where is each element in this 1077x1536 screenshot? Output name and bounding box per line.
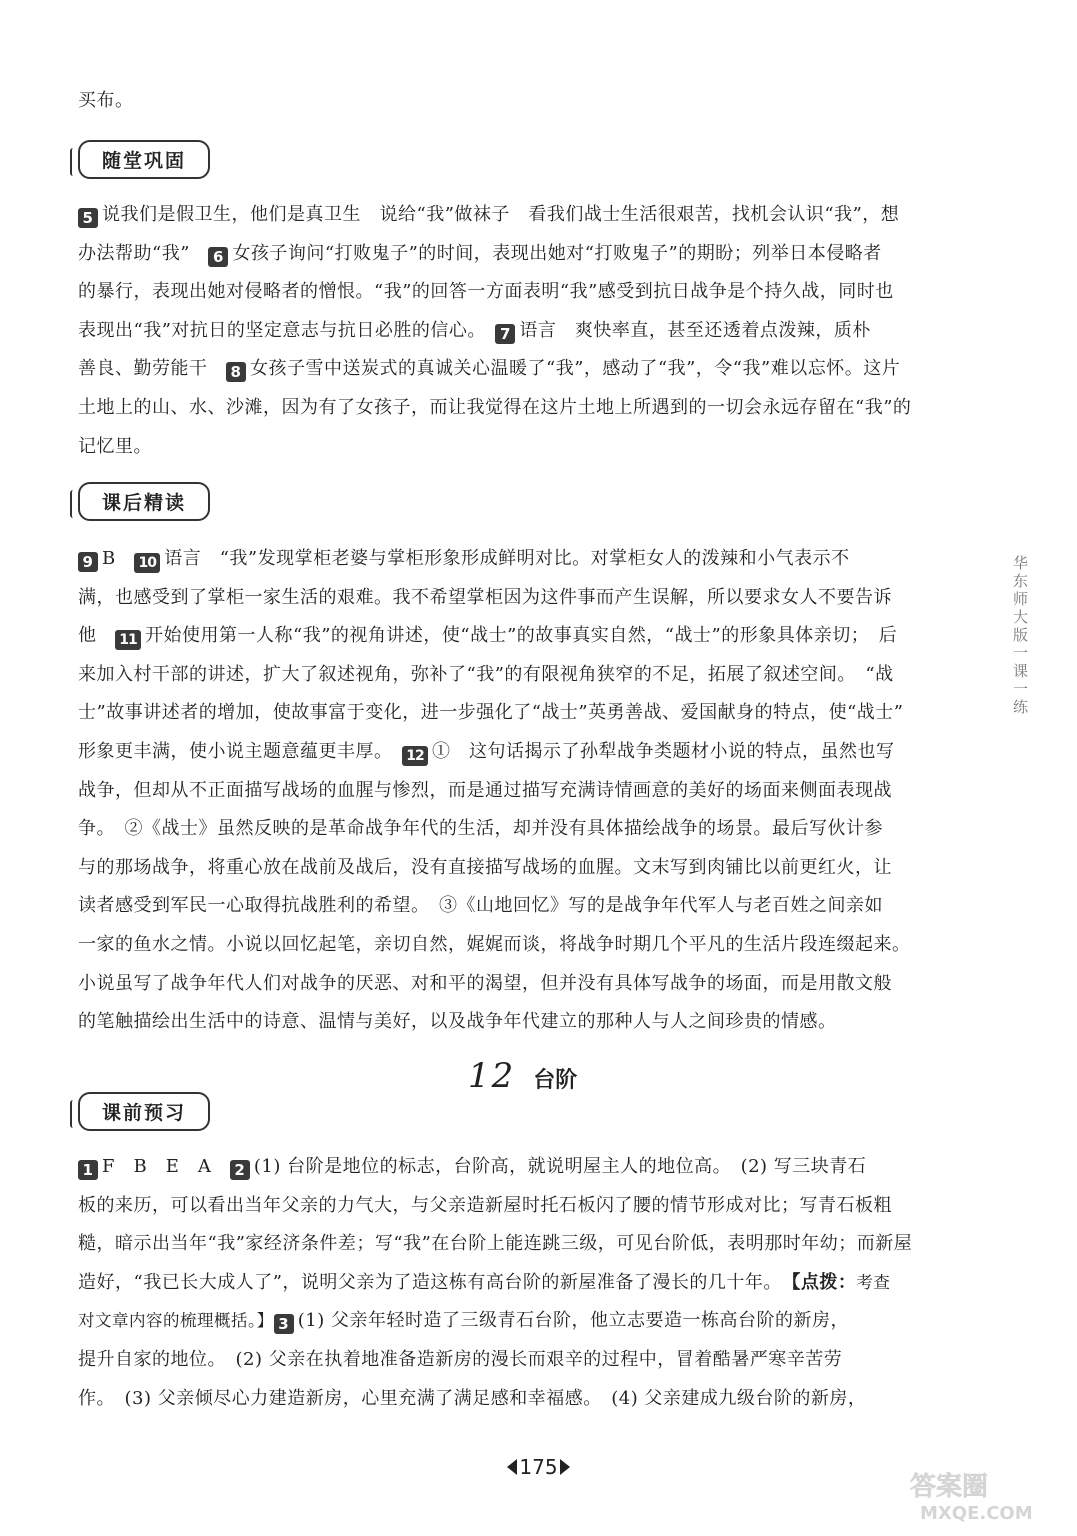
question-number-badge: 8 [226,362,246,382]
answer-text: F B E A [102,1156,230,1177]
answer-line: 糙，暗示出当年“我”家经济条件差；写“我”在台阶上能连跳三级，可见台阶低，表明那时年幼；而新屋 [78,1233,913,1255]
answer-line [78,1148,960,1187]
question-number-badge: 7 [495,324,515,344]
answer-text: B [102,548,135,569]
answer-line: 作。 (3) 父亲倾尽心力建造新房，心里充满了满足感和幸福感。 (4) 父亲建成九级台阶的新房， [78,1387,867,1409]
question-number-badge: 11 [115,630,141,650]
answer-line: 战争，但却从不正面描写战场的血腥与惨烈，而是通过描写充满诗情画意的美好的场面来侧面表现战 [78,779,892,801]
answer-text: 办法帮助“我” [78,242,209,264]
hint-text: 对文章内容的梳理概括。】 [78,1311,274,1331]
answer-text: 女孩子询问“打败鬼子”的时间，表现出她对“打败鬼子”的期盼；列举日本侵略者 [232,242,882,264]
answer-line: 与的那场战争，将重心放在战前及战后，没有直接描写战场的血腥。文末写到肉铺比以前更红火，让 [78,856,892,878]
question-number-badge: 6 [208,247,228,267]
book-series-side-label: 华东师大版一课一练 [1011,555,1029,717]
watermark-logo [900,1465,1070,1525]
answer-line: 提升自家的地位。 (2) 父亲在执着地准备造新房的漫长而艰辛的过程中，冒着酷暑严寒辛苦劳 [78,1348,843,1370]
answer-line [78,540,960,579]
right-triangle-icon [560,1459,570,1475]
answer-line [78,1264,960,1303]
question-number-badge: 3 [274,1314,294,1334]
answer-text: 善良、勤劳能干 [78,358,226,380]
left-triangle-icon [507,1459,517,1475]
answer-line [78,196,960,235]
answer-line [78,350,960,389]
answer-page [78,0,960,1536]
answer-line: 土地上的山、水、沙滩，因为有了女孩子，而让我觉得在这片土地上所遇到的一切会永远存留在“我”的 [78,396,912,418]
answer-line [78,1302,960,1341]
answer-line: 士”故事讲述者的增加，使故事富于变化，进一步强化了“战士”英勇善战、爱国献身的特点，使“战士” [78,702,904,724]
question-number-badge: 2 [230,1160,250,1180]
lesson-number: 12 [468,1056,516,1096]
section-label-kehou: 课后精读 [78,482,210,521]
question-number-badge: 12 [402,746,428,766]
answer-text: 表现出“我”对抗日的坚定意志与抗日必胜的信心。 [78,319,496,341]
continuation-text-block [78,82,960,121]
answer-text: 女孩子雪中送炭式的真诚关心温暖了“我”，感动了“我”，令“我”难以忘怀。这片 [250,358,901,380]
answer-text: 语言 “我”发现掌柜老婆与掌柜形象形成鲜明对比。对掌柜女人的泼辣和小气表示不 [164,548,850,569]
section-keqian-header [78,1092,960,1131]
answer-text: 形象更丰满，使小说主题意蕴更丰厚。 [78,740,402,762]
answer-line [78,617,960,656]
answer-text: ① 这句话揭示了孙犁战争类题材小说的特点，虽然也写 [432,740,895,762]
answer-text: 造好，“我已长大成人了”，说明父亲为了造这栋有高台阶的新屋准备了漫长的几十年。 [78,1271,792,1293]
answer-text: 他 [78,625,115,647]
suitang-answers [78,196,960,466]
lesson-name: 台阶 [533,1068,578,1093]
answer-line: 板的来历，可以看出当年父亲的力气大，与父亲造新屋时托石板闪了腰的情节形成对比；写青石板粗 [78,1194,892,1216]
section-label-suitang: 随堂巩固 [78,140,210,179]
question-number-badge: 1 [78,1160,98,1180]
section-label-keqian: 课前预习 [78,1092,210,1131]
section-kehou-header [78,482,960,521]
answer-line: 记忆里。 [78,435,152,457]
answer-line: 的笔触描绘出生活中的诗意、温情与美好，以及战争年代建立的那种人与人之间珍贵的情感。 [78,1011,837,1033]
answer-line: 小说虽写了战争年代人们对战争的厌恶、对和平的渴望，但并没有具体写战争的场面，而是用散文般 [78,972,892,994]
section-suitang-header [78,140,960,179]
answer-line: 满，也感受到了掌柜一家生活的艰难。我不希望掌柜因为这件事而产生误解，所以要求女人不要告诉 [78,586,892,608]
hint-label: 【点拨： [791,1271,857,1293]
continuation-line: 买布。 [78,90,134,111]
answer-line: 读者感受到军民一心取得抗战胜利的希望。 ③《山地回忆》写的是战争年代军人与老百姓之间亲如 [78,895,883,917]
answer-text: 开始使用第一人称“我”的视角讲述，使“战士”的故事真实自然，“战士”的形象具体亲切； 后 [145,625,898,647]
hint-text: 考查 [856,1272,891,1292]
keqian-answers [78,1148,960,1418]
answer-line [78,312,960,351]
question-number-badge: 10 [134,553,160,573]
question-number-badge: 5 [78,208,98,228]
question-number-badge: 9 [78,552,98,572]
answer-line: 来加入村干部的讲述，扩大了叙述视角，弥补了“我”的有限视角狭窄的不足，拓展了叙述空间。 “战 [78,663,894,685]
svg-text:MXQE.COM: MXQE.COM [920,1503,1033,1524]
lesson-title [468,1056,577,1096]
answer-text: (1) 台阶是地位的标志，台阶高，就说明屋主人的地位高。 (2) 写三块青石 [253,1156,867,1177]
answer-line [78,733,960,772]
answer-text: 说我们是假卫生，他们是真卫生 说给“我”做袜子 看我们战士生活很艰苦，找机会认识“我”，想 [102,204,900,225]
svg-text:答案圈: 答案圈 [910,1472,989,1502]
answer-text: (1) 父亲年轻时造了三级青石台阶，他立志要造一栋高台阶的新房， [297,1310,849,1332]
answer-line: 一家的鱼水之情。小说以回忆起笔，亲切自然，娓娓而谈，将战争时期几个平凡的生活片段连缀起来。 [78,933,911,955]
kehou-answers [78,540,960,1042]
answer-line [78,235,960,274]
page-number-value: 175 [519,1455,558,1479]
answer-text: 语言 爽快率直，甚至还透着点泼辣，质朴 [519,319,871,341]
answer-line: 的暴行，表现出她对侵略者的憎恨。“我”的回答一方面表明“我”感受到抗日战争是个持久战，同时也 [78,281,894,303]
answer-line: 争。 ②《战士》虽然反映的是革命战争年代的生活，却并没有具体描绘战争的场景。最后写伙计参 [78,818,883,840]
